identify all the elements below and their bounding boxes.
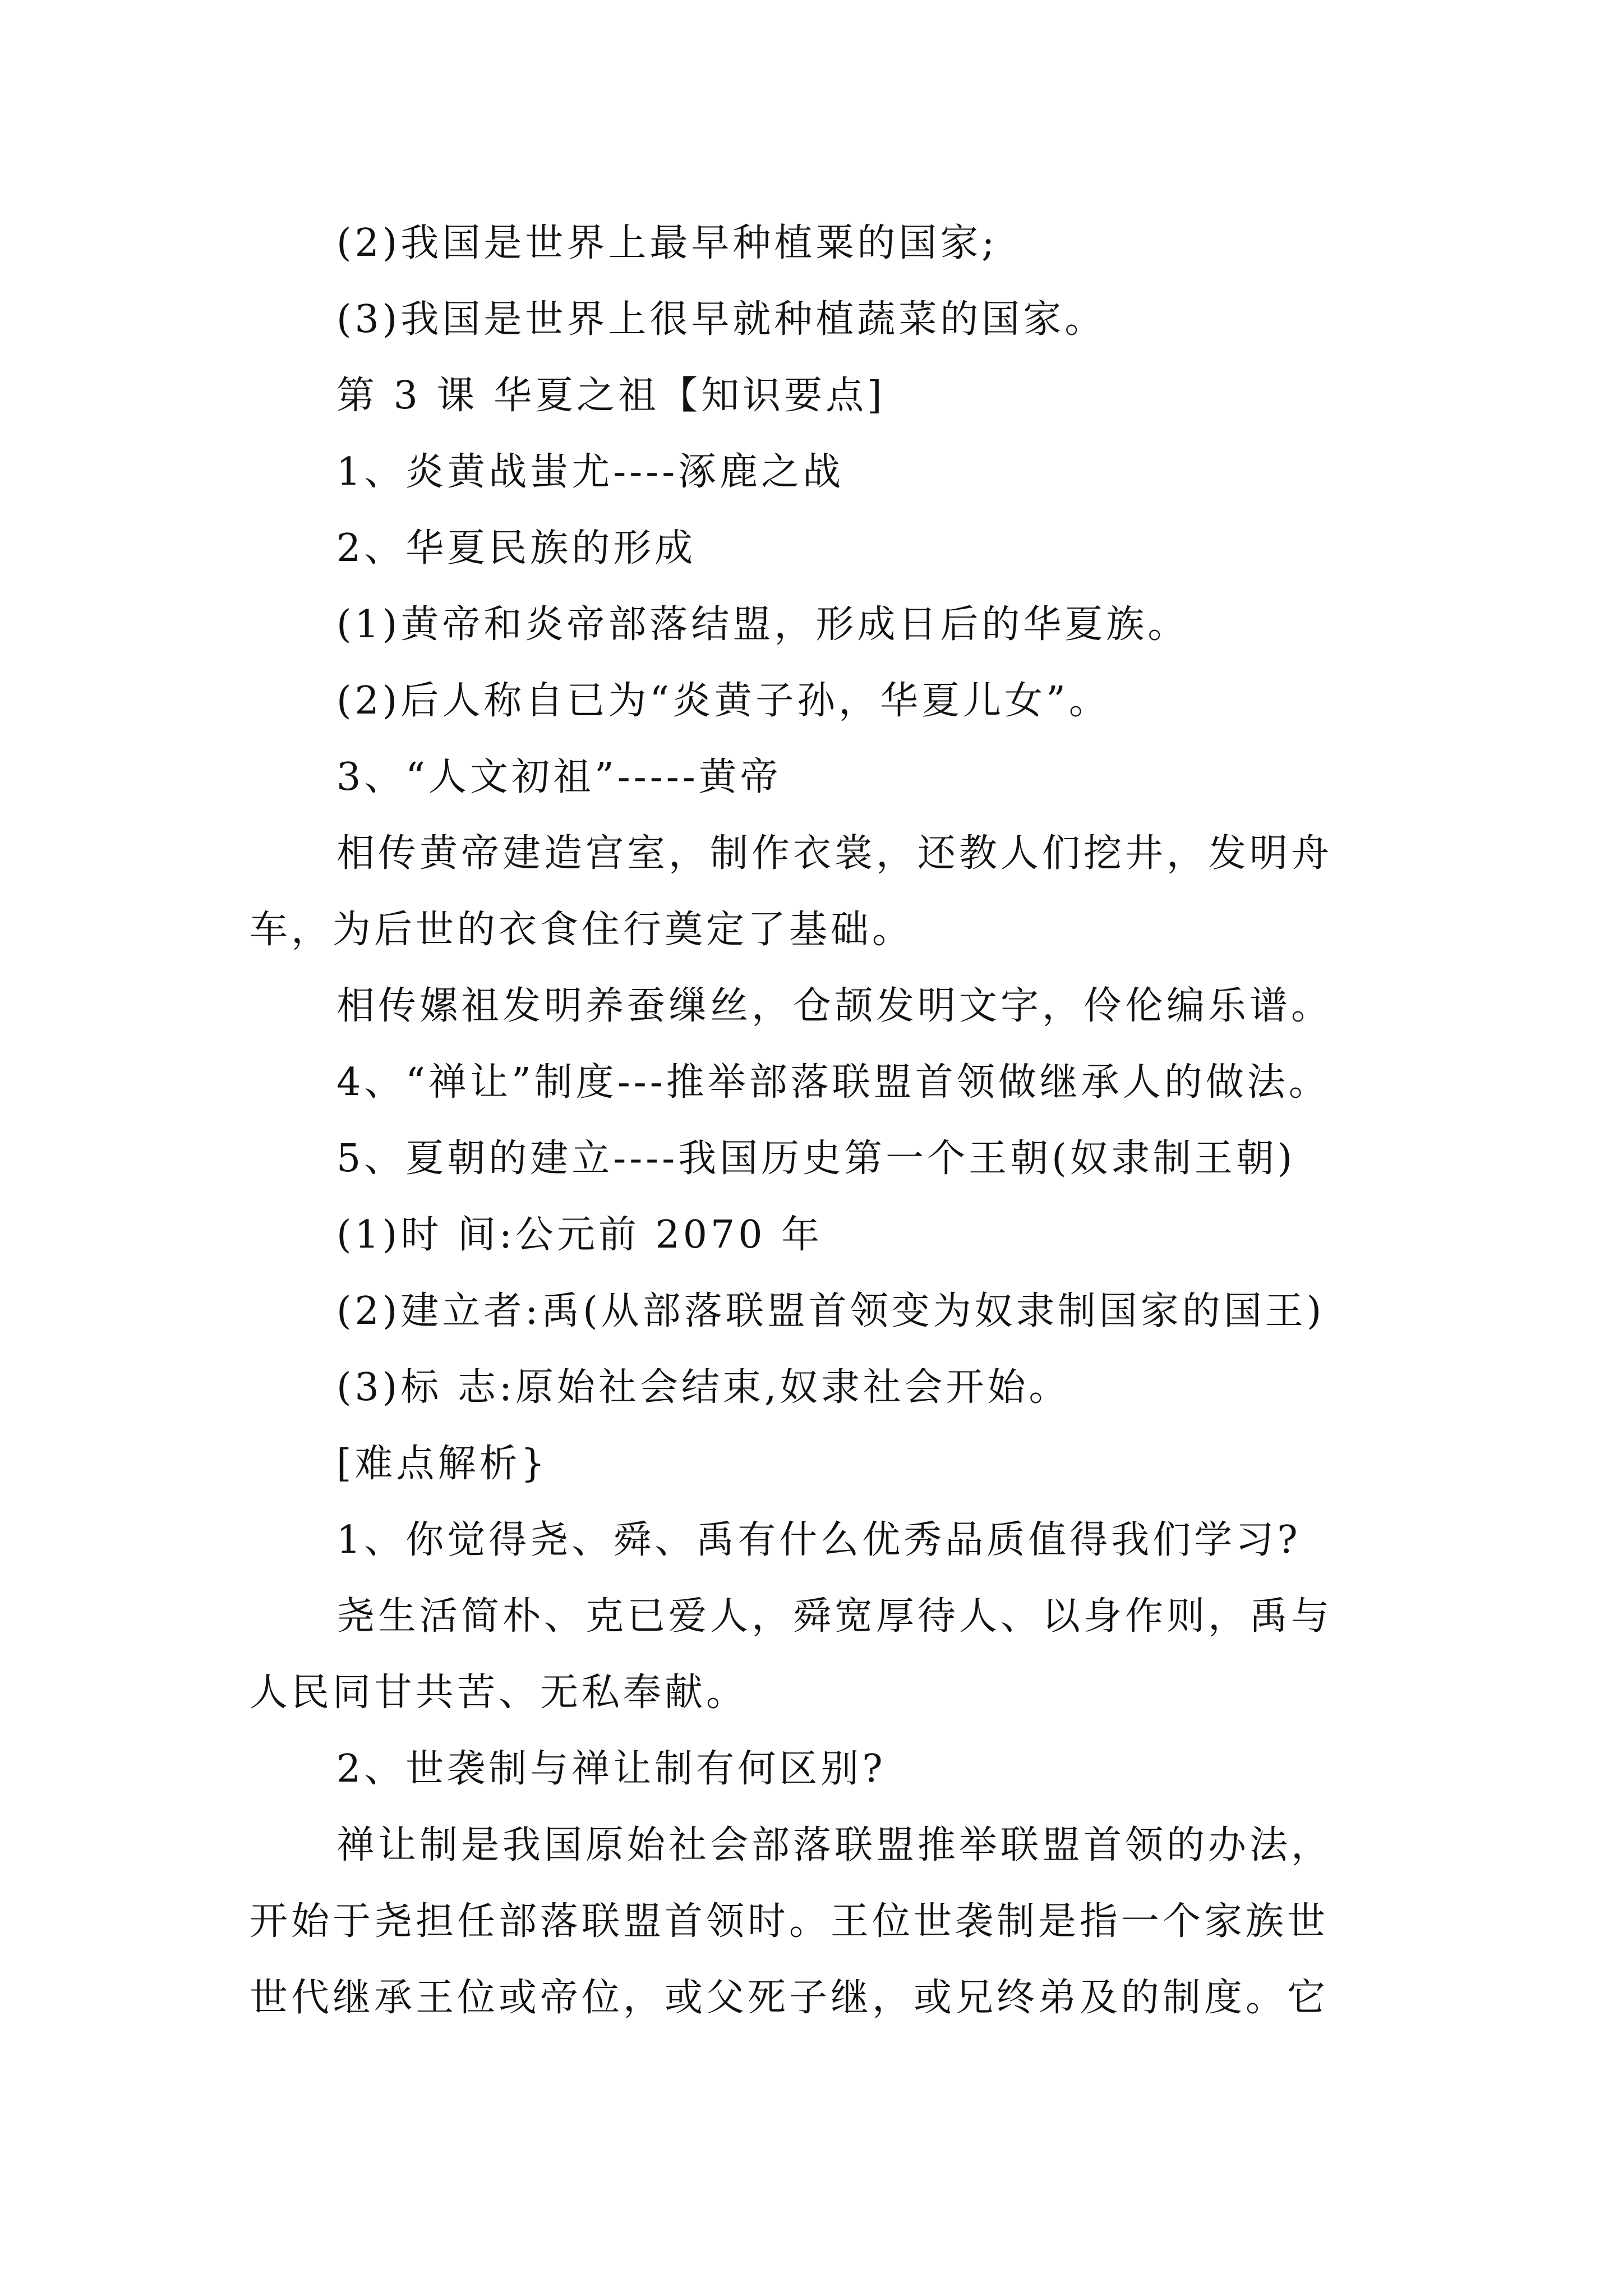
section-heading: [难点解析} [336, 1442, 548, 1486]
lesson-heading: 第 3 课 华夏之祖【知识要点] [336, 374, 886, 418]
text-line: 1、炎黄战蚩尤----涿鹿之战 [336, 450, 845, 494]
text-line: 禅让制是我国原始社会部落联盟推举联盟首领的办法， [336, 1823, 1333, 1867]
text-line: 尧生活简朴、克已爱人，舜宽厚待人、以身作则，禹与 [336, 1594, 1333, 1639]
text-line: (2)建立者:禹(从部落联盟首领变为奴隶制国家的国王) [336, 1289, 1325, 1333]
text-line: 1、你觉得尧、舜、禹有什么优秀品质值得我们学习? [336, 1518, 1301, 1562]
text-line: 相传黄帝建造宫室，制作衣裳，还教人们挖井，发明舟 [336, 831, 1333, 876]
text-line: 车，为后世的衣食住行奠定了基础。 [250, 908, 914, 952]
text-line: 相传嫘祖发明养蚕缫丝，仓颉发明文字，伶伦编乐谱。 [336, 984, 1333, 1028]
text-line: 3、“人文初祖”-----黄帝 [336, 755, 782, 799]
text-line: (2)我国是世界上最早种植粟的国家; [336, 221, 998, 265]
text-line: (2)后人称自已为“炎黄子孙，华夏儿女”。 [336, 679, 1110, 723]
text-line: 2、世袭制与禅让制有何区别? [336, 1747, 886, 1791]
text-line: (3)标 志:原始社会结束,奴隶社会开始。 [336, 1365, 1071, 1410]
text-line: (1)时 间:公元前 2070 年 [336, 1213, 823, 1257]
text-line: 2、华夏民族的形成 [336, 526, 697, 570]
text-line: (1)黄帝和炎帝部落结盟，形成日后的华夏族。 [336, 602, 1189, 647]
text-line: 5、夏朝的建立----我国历史第一个王朝(奴隶制王朝) [336, 1137, 1296, 1181]
text-line: 世代继承王位或帝位，或父死子继，或兄终弟及的制度。它 [250, 1976, 1329, 2020]
text-line: 4、“禅让”制度---推举部落联盟首领做继承人的做法。 [336, 1060, 1330, 1105]
text-line: (3)我国是世界上很早就种植蔬菜的国家。 [336, 297, 1106, 342]
text-line: 开始于尧担任部落联盟首领时。王位世袭制是指一个家族世 [250, 1899, 1329, 1944]
text-line: 人民同甘共苦、无私奉献。 [250, 1671, 748, 1715]
